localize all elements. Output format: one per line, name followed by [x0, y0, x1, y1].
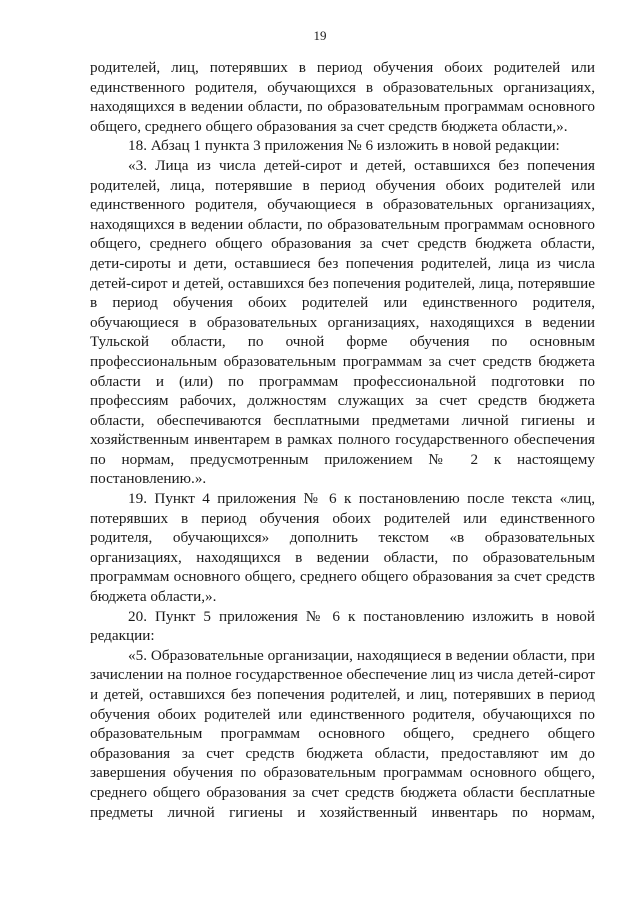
text-line: находящихся в ведении области, по образовательным программам основного — [90, 98, 595, 116]
text-line: детей-сирот и детей, оставшихся без попечения родителей, лица, потерявшие — [90, 274, 595, 292]
text-line: Тульской области, по очной форме обучения по основным — [90, 333, 595, 351]
text-line: единственного родителя, обучающиеся в образовательных организациях, — [90, 196, 595, 214]
text-line: единственного родителя, обучающихся в образовательных организациях, — [90, 78, 595, 96]
text-line: родителя, обучающихся» дополнить текстом «в образовательных — [90, 529, 595, 547]
text-line: 20. Пункт 5 приложения № 6 к постановлению изложить в новой — [128, 607, 595, 625]
text-line: предметы личной гигиены и хозяйственный инвентарь по нормам, — [90, 803, 595, 821]
text-line: области и (или) по программам профессиональной подготовки по — [90, 372, 595, 390]
text-line: зачислении на полное государственное обеспечение лиц из числа детей-сирот — [90, 666, 595, 684]
text-line: образовательным программам основного общего, среднего общего — [90, 725, 595, 743]
text-line: организациях, находящихся в ведении области, по образовательным — [90, 548, 595, 566]
document-body — [90, 58, 595, 822]
text-line: и детей, оставшихся без попечения родителей, и лиц, потерявших в период — [90, 686, 595, 703]
text-line: постановлению.». — [90, 470, 207, 488]
text-line: 18. Абзац 1 пункта 3 приложения № 6 изложить в новой редакции: — [128, 137, 560, 155]
text-line: программам основного общего, среднего общего образования за счет средств — [90, 568, 595, 586]
text-line: родителей, лица, потерявшие в период обучения обоих родителей или — [90, 176, 595, 194]
text-line: общего, среднего общего образования за счет средств бюджета области,». — [90, 117, 568, 135]
text-line: профессиям рабочих, должностям служащих за счет средств бюджета — [90, 392, 595, 410]
text-line: хозяйственным инвентарем в рамках полного государственного обеспечения — [90, 431, 595, 449]
page-number: 19 — [313, 28, 327, 43]
text-line: общего, среднего общего образования за счет средств бюджета области, — [90, 235, 595, 253]
text-line: бюджета области,». — [90, 588, 217, 606]
text-line: «5. Образовательные организации, находящиеся в ведении области, при — [128, 646, 595, 664]
text-line: обучения обоих родителей или единственного родителя, обучающихся по — [90, 705, 595, 723]
text-line: 19. Пункт 4 приложения № 6 к постановлению после текста «лиц, — [128, 490, 595, 508]
text-line: редакции: — [90, 627, 155, 645]
text-line: потерявших в период обучения обоих родителей или единственного — [90, 509, 595, 527]
text-line: области, обеспечиваются бесплатными предметами личной гигиены и — [90, 411, 595, 429]
text-line: находящихся в ведении области, по образовательным программам основного — [90, 215, 595, 233]
text-line: среднего общего образования за счет средств бюджета области бесплатные — [90, 783, 595, 801]
text-line: «3. Лица из числа детей-сирот и детей, оставшихся без попечения — [128, 156, 595, 174]
text-line: в период обучения обоих родителей или единственного родителя, — [90, 294, 595, 312]
text-line: образования за счет средств бюджета области, предоставляют им до — [90, 744, 595, 762]
text-line: по нормам, предусмотренным приложением № 2 к настоящему — [90, 450, 595, 468]
text-line: обучающиеся в образовательных организациях, находящихся в ведении — [90, 313, 595, 331]
text-line: профессиональным образовательным программам за счет средств бюджета — [90, 352, 595, 370]
text-line: дети-сироты и дети, оставшиеся без попечения родителей, лица из числа — [90, 254, 595, 272]
text-line: родителей, лиц, потерявших в период обучения обоих родителей или — [90, 59, 595, 76]
text-line: завершения обучения по образовательным программам основного общего, — [90, 764, 595, 782]
